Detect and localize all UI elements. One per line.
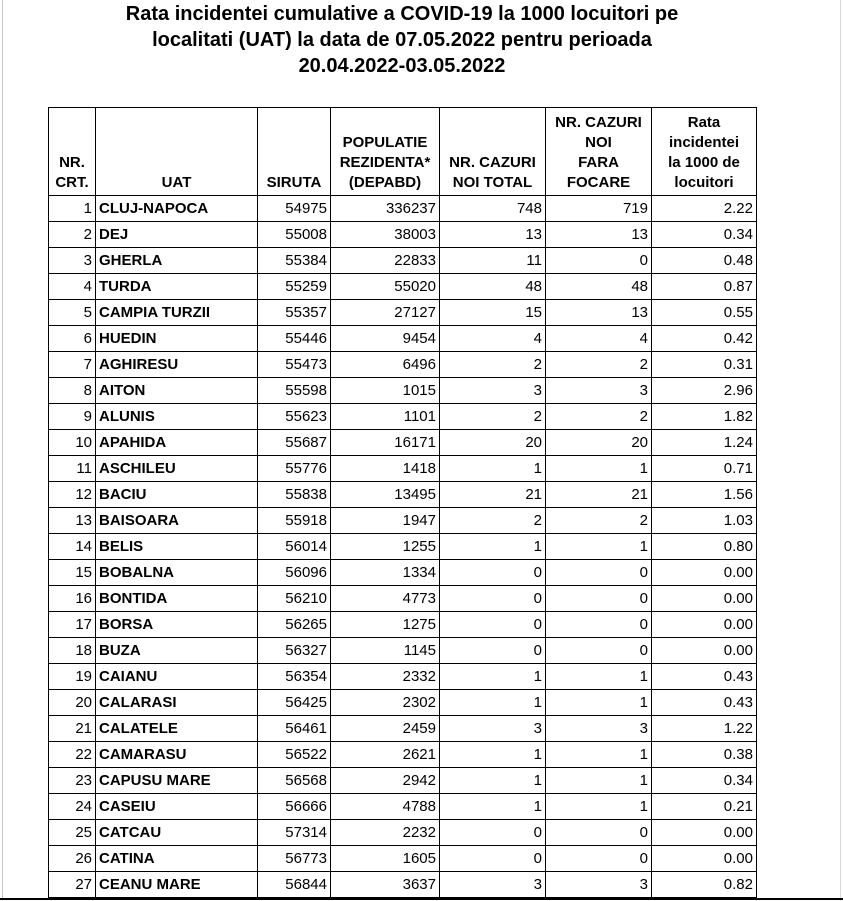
cell-uat: CALATELE	[96, 716, 258, 742]
cell-uat: ASCHILEU	[96, 456, 258, 482]
header-line: FARA	[578, 154, 619, 171]
cell-uat: TURDA	[96, 274, 258, 300]
cell-uat: CEANU MARE	[96, 872, 258, 898]
cell-cazuri-fara-focare: 0	[546, 846, 652, 872]
cell-uat: DEJ	[96, 222, 258, 248]
cell-siruta: 56354	[258, 664, 331, 690]
header-line: REZIDENTA*	[339, 154, 431, 171]
header-line: NR. CAZURI	[555, 114, 642, 131]
cell-rata: 0.00	[652, 586, 757, 612]
header-populatie	[331, 108, 440, 196]
header-rata-incidentei	[652, 108, 757, 196]
header-line: FOCARE	[566, 174, 631, 191]
cell-cazuri-fara-focare: 1	[546, 768, 652, 794]
cell-cazuri-total: 20	[440, 430, 546, 456]
cell-siruta: 56265	[258, 612, 331, 638]
table-header-row	[49, 108, 757, 196]
cell-siruta: 56461	[258, 716, 331, 742]
cell-nr: 3	[49, 248, 96, 274]
cell-siruta: 56568	[258, 768, 331, 794]
cell-rata: 0.71	[652, 456, 757, 482]
cell-siruta: 55259	[258, 274, 331, 300]
cell-nr: 12	[49, 482, 96, 508]
table-row	[49, 716, 757, 742]
cell-nr: 10	[49, 430, 96, 456]
cell-cazuri-total: 0	[440, 612, 546, 638]
table-row	[49, 508, 757, 534]
cell-nr: 23	[49, 768, 96, 794]
cell-cazuri-total: 1	[440, 664, 546, 690]
cell-rata: 0.48	[652, 248, 757, 274]
table-row	[49, 222, 757, 248]
cell-cazuri-fara-focare: 1	[546, 456, 652, 482]
cell-cazuri-fara-focare: 1	[546, 742, 652, 768]
header-line: Rata	[687, 114, 721, 131]
cell-uat: BORSA	[96, 612, 258, 638]
cell-nr: 25	[49, 820, 96, 846]
cell-uat: CALARASI	[96, 690, 258, 716]
cell-cazuri-fara-focare: 21	[546, 482, 652, 508]
cell-nr: 9	[49, 404, 96, 430]
cell-siruta: 55357	[258, 300, 331, 326]
cell-nr: 2	[49, 222, 96, 248]
table-row	[49, 482, 757, 508]
table-row	[49, 846, 757, 872]
cell-cazuri-fara-focare: 3	[546, 716, 652, 742]
table-row	[49, 586, 757, 612]
report-title	[0, 1, 804, 79]
cell-cazuri-fara-focare: 3	[546, 872, 652, 898]
cell-populatie: 336237	[331, 196, 440, 222]
cell-populatie: 2332	[331, 664, 440, 690]
cell-cazuri-total: 748	[440, 196, 546, 222]
cell-cazuri-fara-focare: 1	[546, 794, 652, 820]
cell-cazuri-total: 3	[440, 378, 546, 404]
cell-siruta: 55473	[258, 352, 331, 378]
cell-nr: 13	[49, 508, 96, 534]
cell-rata: 0.80	[652, 534, 757, 560]
cell-cazuri-total: 0	[440, 560, 546, 586]
cell-rata: 0.82	[652, 872, 757, 898]
cell-cazuri-fara-focare: 0	[546, 612, 652, 638]
header-siruta	[258, 108, 331, 196]
cell-cazuri-total: 2	[440, 508, 546, 534]
header-line: incidentei	[668, 134, 739, 151]
cell-cazuri-fara-focare: 0	[546, 560, 652, 586]
cell-siruta: 55623	[258, 404, 331, 430]
cell-siruta: 56773	[258, 846, 331, 872]
cell-nr: 8	[49, 378, 96, 404]
cell-siruta: 56425	[258, 690, 331, 716]
table-row	[49, 872, 757, 898]
table-row	[49, 248, 757, 274]
title-line-3: 20.04.2022-03.05.2022	[298, 55, 506, 77]
header-line: CRT.	[55, 174, 89, 191]
cell-cazuri-fara-focare: 0	[546, 586, 652, 612]
cell-siruta: 56844	[258, 872, 331, 898]
cell-nr: 18	[49, 638, 96, 664]
cell-siruta: 56666	[258, 794, 331, 820]
cell-nr: 17	[49, 612, 96, 638]
header-line: SIRUTA	[266, 174, 322, 191]
cell-cazuri-fara-focare: 20	[546, 430, 652, 456]
cell-cazuri-total: 21	[440, 482, 546, 508]
table-row	[49, 456, 757, 482]
cell-populatie: 1418	[331, 456, 440, 482]
cell-nr: 26	[49, 846, 96, 872]
table-row	[49, 742, 757, 768]
header-uat	[96, 108, 258, 196]
cell-cazuri-fara-focare: 2	[546, 508, 652, 534]
header-cazuri-total	[440, 108, 546, 196]
cell-siruta: 55838	[258, 482, 331, 508]
cell-populatie: 6496	[331, 352, 440, 378]
table-row	[49, 560, 757, 586]
cell-siruta: 55446	[258, 326, 331, 352]
table-row	[49, 300, 757, 326]
cell-populatie: 27127	[331, 300, 440, 326]
cell-cazuri-fara-focare: 719	[546, 196, 652, 222]
cell-uat: BOBALNA	[96, 560, 258, 586]
cell-cazuri-fara-focare: 1	[546, 534, 652, 560]
cell-cazuri-fara-focare: 13	[546, 222, 652, 248]
cell-cazuri-total: 2	[440, 404, 546, 430]
cell-populatie: 1947	[331, 508, 440, 534]
cell-populatie: 1255	[331, 534, 440, 560]
cell-siruta: 55687	[258, 430, 331, 456]
header-line: (DEPABD)	[348, 174, 422, 191]
cell-populatie: 4788	[331, 794, 440, 820]
cell-siruta: 56014	[258, 534, 331, 560]
cell-cazuri-total: 0	[440, 638, 546, 664]
cell-siruta: 55776	[258, 456, 331, 482]
cell-uat: ALUNIS	[96, 404, 258, 430]
cell-uat: BELIS	[96, 534, 258, 560]
cell-rata: 0.00	[652, 638, 757, 664]
table-row	[49, 196, 757, 222]
table-row	[49, 638, 757, 664]
cell-rata: 0.00	[652, 820, 757, 846]
cell-nr: 5	[49, 300, 96, 326]
cell-cazuri-fara-focare: 13	[546, 300, 652, 326]
cell-cazuri-fara-focare: 0	[546, 248, 652, 274]
cell-nr: 20	[49, 690, 96, 716]
cell-populatie: 9454	[331, 326, 440, 352]
cell-cazuri-total: 3	[440, 716, 546, 742]
cell-rata: 2.22	[652, 196, 757, 222]
cell-cazuri-total: 4	[440, 326, 546, 352]
cell-rata: 0.00	[652, 846, 757, 872]
cell-uat: BONTIDA	[96, 586, 258, 612]
cell-uat: CAIANU	[96, 664, 258, 690]
cell-siruta: 56522	[258, 742, 331, 768]
cell-rata: 0.38	[652, 742, 757, 768]
cell-populatie: 2942	[331, 768, 440, 794]
table-row	[49, 534, 757, 560]
cell-rata: 1.82	[652, 404, 757, 430]
cell-rata: 2.96	[652, 378, 757, 404]
cell-cazuri-fara-focare: 4	[546, 326, 652, 352]
cell-cazuri-total: 1	[440, 742, 546, 768]
title-line-2: localitati (UAT) la data de 07.05.2022 pentru perioada	[152, 29, 652, 51]
cell-cazuri-total: 48	[440, 274, 546, 300]
table-row	[49, 768, 757, 794]
table-row	[49, 664, 757, 690]
cell-cazuri-total: 15	[440, 300, 546, 326]
cell-uat: CASEIU	[96, 794, 258, 820]
cell-rata: 0.00	[652, 612, 757, 638]
cell-rata: 0.42	[652, 326, 757, 352]
cell-cazuri-total: 13	[440, 222, 546, 248]
cell-nr: 4	[49, 274, 96, 300]
cell-cazuri-fara-focare: 0	[546, 638, 652, 664]
table-row	[49, 326, 757, 352]
cell-rata: 1.03	[652, 508, 757, 534]
cell-siruta: 55384	[258, 248, 331, 274]
cell-populatie: 2621	[331, 742, 440, 768]
cell-populatie: 1015	[331, 378, 440, 404]
cell-populatie: 2459	[331, 716, 440, 742]
cell-rata: 1.24	[652, 430, 757, 456]
table-row	[49, 352, 757, 378]
cell-uat: BAISOARA	[96, 508, 258, 534]
cell-populatie: 1334	[331, 560, 440, 586]
cell-uat: HUEDIN	[96, 326, 258, 352]
cell-nr: 19	[49, 664, 96, 690]
cell-uat: GHERLA	[96, 248, 258, 274]
cell-populatie: 22833	[331, 248, 440, 274]
cell-nr: 11	[49, 456, 96, 482]
header-line: la 1000 de	[668, 154, 740, 171]
cell-cazuri-fara-focare: 2	[546, 404, 652, 430]
cell-populatie: 1605	[331, 846, 440, 872]
cell-populatie: 13495	[331, 482, 440, 508]
cell-rata: 0.34	[652, 222, 757, 248]
cell-siruta: 56210	[258, 586, 331, 612]
cell-siruta: 55598	[258, 378, 331, 404]
cell-uat: CAMPIA TURZII	[96, 300, 258, 326]
cell-populatie: 1101	[331, 404, 440, 430]
cell-cazuri-total: 2	[440, 352, 546, 378]
cell-uat: CLUJ-NAPOCA	[96, 196, 258, 222]
cell-nr: 6	[49, 326, 96, 352]
cell-siruta: 56096	[258, 560, 331, 586]
cell-populatie: 2232	[331, 820, 440, 846]
cell-cazuri-total: 1	[440, 690, 546, 716]
table-row	[49, 820, 757, 846]
cell-nr: 1	[49, 196, 96, 222]
cell-nr: 22	[49, 742, 96, 768]
cell-cazuri-fara-focare: 1	[546, 690, 652, 716]
header-cazuri-fara-focare	[546, 108, 652, 196]
header-line: UAT	[161, 174, 192, 191]
cell-nr: 16	[49, 586, 96, 612]
cell-rata: 0.31	[652, 352, 757, 378]
cell-rata: 0.43	[652, 690, 757, 716]
cell-cazuri-total: 11	[440, 248, 546, 274]
cell-uat: CAPUSU MARE	[96, 768, 258, 794]
cell-nr: 14	[49, 534, 96, 560]
cell-populatie: 16171	[331, 430, 440, 456]
cell-uat: CATCAU	[96, 820, 258, 846]
cell-populatie: 2302	[331, 690, 440, 716]
table-body	[49, 196, 757, 898]
table-row	[49, 430, 757, 456]
cell-nr: 24	[49, 794, 96, 820]
table-row	[49, 404, 757, 430]
table-row	[49, 794, 757, 820]
cell-siruta: 56327	[258, 638, 331, 664]
cell-nr: 7	[49, 352, 96, 378]
cell-rata: 0.21	[652, 794, 757, 820]
cell-rata: 1.56	[652, 482, 757, 508]
cell-rata: 0.87	[652, 274, 757, 300]
cell-nr: 21	[49, 716, 96, 742]
cell-nr: 27	[49, 872, 96, 898]
cell-cazuri-total: 1	[440, 768, 546, 794]
header-line: NOI TOTAL	[452, 174, 533, 191]
cell-cazuri-total: 1	[440, 534, 546, 560]
header-line: NR. CAZURI	[449, 154, 536, 171]
cell-populatie: 1145	[331, 638, 440, 664]
header-line: NOI	[585, 134, 612, 151]
cell-cazuri-total: 0	[440, 586, 546, 612]
page-right-edge	[840, 0, 841, 901]
cell-cazuri-fara-focare: 0	[546, 820, 652, 846]
cell-cazuri-fara-focare: 48	[546, 274, 652, 300]
cell-siruta: 55918	[258, 508, 331, 534]
cell-siruta: 55008	[258, 222, 331, 248]
table-row	[49, 378, 757, 404]
cell-siruta: 57314	[258, 820, 331, 846]
header-nr-crt	[49, 108, 96, 196]
cell-cazuri-fara-focare: 3	[546, 378, 652, 404]
header-line: POPULATIE	[342, 134, 428, 151]
cell-rata: 0.43	[652, 664, 757, 690]
header-line: NR.	[59, 154, 85, 171]
title-line-1: Rata incidentei cumulative a COVID-19 la 1000 locuitori pe	[125, 3, 679, 25]
cell-uat: BACIU	[96, 482, 258, 508]
table-row	[49, 690, 757, 716]
cell-rata: 0.34	[652, 768, 757, 794]
cell-cazuri-total: 1	[440, 794, 546, 820]
cell-nr: 15	[49, 560, 96, 586]
cell-rata: 1.22	[652, 716, 757, 742]
table-row	[49, 274, 757, 300]
cell-uat: CAMARASU	[96, 742, 258, 768]
cell-populatie: 3637	[331, 872, 440, 898]
cell-populatie: 55020	[331, 274, 440, 300]
cell-cazuri-fara-focare: 1	[546, 664, 652, 690]
incidence-table	[48, 107, 757, 898]
cell-rata: 0.00	[652, 560, 757, 586]
table-row	[49, 612, 757, 638]
header-line: locuitori	[674, 174, 734, 191]
cell-populatie: 38003	[331, 222, 440, 248]
cell-populatie: 4773	[331, 586, 440, 612]
cell-cazuri-total: 0	[440, 846, 546, 872]
cell-cazuri-fara-focare: 2	[546, 352, 652, 378]
cell-uat: CATINA	[96, 846, 258, 872]
cell-cazuri-total: 3	[440, 872, 546, 898]
cell-uat: AITON	[96, 378, 258, 404]
cell-uat: APAHIDA	[96, 430, 258, 456]
page-left-edge	[2, 0, 3, 901]
cell-cazuri-total: 0	[440, 820, 546, 846]
cell-rata: 0.55	[652, 300, 757, 326]
cell-uat: BUZA	[96, 638, 258, 664]
page-bottom-edge	[0, 898, 843, 900]
cell-uat: AGHIRESU	[96, 352, 258, 378]
cell-cazuri-total: 1	[440, 456, 546, 482]
cell-siruta: 54975	[258, 196, 331, 222]
cell-populatie: 1275	[331, 612, 440, 638]
